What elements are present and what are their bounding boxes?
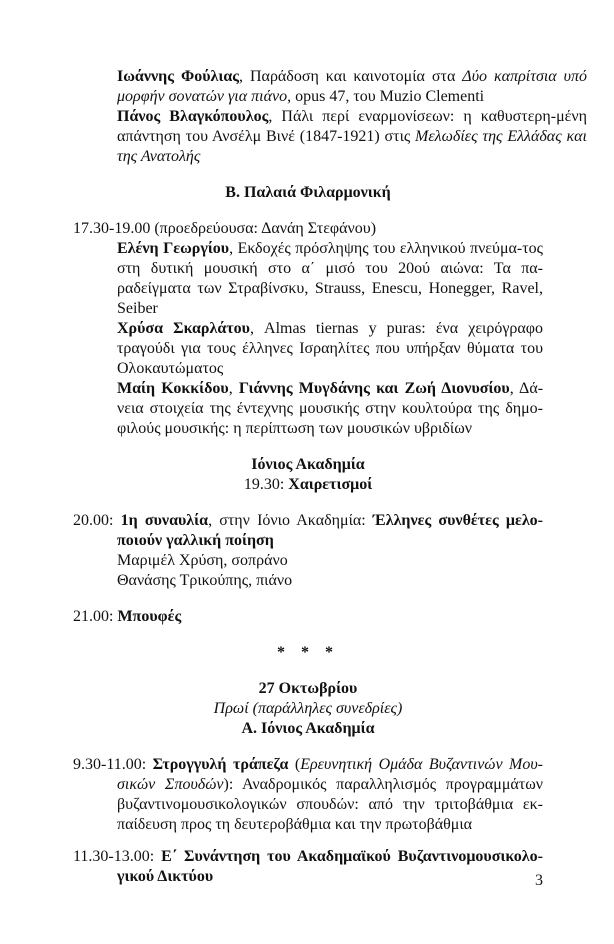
author-name: Γιάννης Μυγδάνης [238,380,370,397]
section-separator: * * * [277,644,339,661]
venue-heading: Ιόνιος Ακαδημία [251,456,365,473]
entry-skarlatou: Χρύσα Σκαρλάτου, Almas tiernas y puras: ένα χειρόγραφο τραγούδι για τους έλληνες Ισραηλίτες που υπήρξαν θύματα του Ολοκαυτώματος [117,320,543,377]
entry-vlagkopoulos: Πάνος Βλαγκόπουλος, Πάλι περί εναρμονίσεων: η καθυστερη-μένη απάντηση του Ανσέλμ Βινέ (1847-1921) στις Μελωδίες της Ελλάδας και της Ανατολής [117,108,588,165]
meeting [73,847,543,887]
author-name: Ιωάννης Φούλιας [117,68,240,85]
roundtable [73,755,543,835]
performer: Θανάσης Τρικούπης, πιάνο [117,572,293,589]
author-name: Ζωή Διονυσίου [404,380,510,397]
session-b [73,219,543,439]
work-title: Μελωδίες της Ελλάδας και της Ανατολής [117,128,588,165]
work-title: Δύο καπρίτσια υπό μορφήν σονατών για πιάνο [117,68,588,105]
date-heading: 27 Οκτωβρίου [258,680,358,697]
performer: Μαριμέλ Χρύση, σοπράνο [117,552,288,569]
academy-evening [73,455,543,495]
concert [73,511,543,591]
author-name: Μαίη Κοκκίδου [117,380,229,397]
date-subtitle: Πρωί (παράλληλες συνεδρίες) [213,700,403,717]
buffet: 21.00: Μπουφές [73,608,182,625]
author-name: Χρύσα Σκαρλάτου [117,320,250,337]
session-a-continuation [73,67,587,167]
entry-foulias: Ιωάννης Φούλιας, Παράδοση και καινοτομία στα Δύο καπρίτσια υπό μορφήν σονατών για πιάνο, opus 47, του Muzio Clementi [117,68,588,105]
entry-georgiou: Ελένη Γεωργίου, Εκδοχές πρόσληψης του ελληνικού πνεύμα-τος στη δυτική μουσική στο α΄ μισό του 20ού αιώνα: Τα πα-ραδείγματα των Στραβίνσκυ, Strauss, Enescu, Honegger, Ravel, Seiber [117,240,543,317]
roundtable-line: 9.30-11.00: Στρογγυλή τράπεζα (Ερευνητική Ομάδα Βυζαντινών Μου-σικών Σπουδών): Αναδρομικός παραλληλισμός προγραμμάτων βυζαντινομουσικολογικών σπουδών: από την τριτοβάθμια εκ-παίδευση προς τη δευτεροβάθμια και την πρωτοβάθμια [73,756,544,833]
concert-line: 20.00: 1η συναυλία, στην Ιόνιο Ακαδημία: Έλληνες συνθέτες μελο-ποιούν γαλλική ποίηση [73,512,544,549]
session-b-heading: Β. Παλαιά Φιλαρμονική [225,184,391,201]
welcome-line: 19.30: Χαιρετισμοί [243,476,373,493]
author-name: Ελένη Γεωργίου [117,240,230,257]
day-two-header [73,679,543,739]
session-b-time-chair: 17.30-19.00 (προεδρεύουσα: Δανάη Στεφάνου) [73,220,377,237]
meeting-line: 11.30-13.00: Ε΄ Συνάντηση του Ακαδημαϊκού Βυζαντινομουσικολο-γικού Δικτύου [73,848,543,885]
page-number: 3 [535,872,543,889]
entry-kokkidou: Μαίη Κοκκίδου, Γιάννης Μυγδάνης και Ζωή Διονυσίου, Δά-νεια στοιχεία της έντεχνης μουσικής στην κουλτούρα της δημο-φιλούς μουσικής: η περίπτωση των μουσικών υβριδίων [117,380,544,437]
author-name: Πάνος Βλαγκόπουλος [117,108,269,125]
session-b-entries [73,239,543,439]
session-a-heading: Α. Ιόνιος Ακαδημία [241,720,375,737]
